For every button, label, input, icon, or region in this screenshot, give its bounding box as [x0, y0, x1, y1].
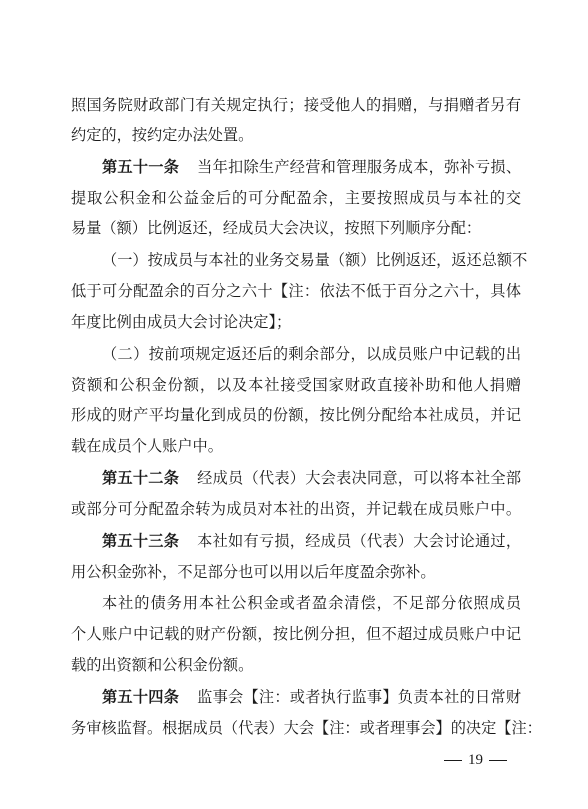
text-line: 提取公积金和公益金后的可分配盈余，主要按照成员与本社的交 — [71, 189, 521, 207]
text-line: 照国务院财政部门有关规定执行；接受他人的捐赠，与捐赠者另有 — [71, 96, 521, 114]
article-53-line — [102, 531, 521, 551]
page-footer — [438, 750, 513, 770]
dash-left — [444, 760, 462, 761]
text-line: 约定的，按约定办法处置。 — [71, 126, 254, 144]
text-line: 资额和公积金份额，以及本社接受国家财政直接补助和他人捐赠 — [71, 376, 521, 394]
article-54-line — [102, 687, 521, 707]
text-line: （一）按成员与本社的业务交易量（额）比例返还，返还总额不 — [102, 251, 528, 269]
article-51-heading: 第五十一条 — [102, 158, 180, 176]
text-line: （二）按前项规定返还后的剩余部分，以成员账户中记载的出 — [102, 345, 521, 363]
text-line: 形成的财产平均量化到成员的份额，按比例分配给本社成员，并记 — [71, 406, 521, 424]
text-span: 本社如有亏损，经成员（代表）大会讨论通过， — [197, 532, 522, 550]
text-line: 载的出资额和公积金份额。 — [71, 656, 254, 674]
text-line: 载在成员个人账户中。 — [71, 437, 223, 455]
article-53-heading: 第五十三条 — [102, 532, 180, 550]
text-span: 监事会【注：或者执行监事】负责本社的日常财 — [197, 688, 522, 706]
text-line: 用公积金弥补，不足部分也可以用以后年度盈余弥补。 — [71, 563, 436, 581]
text-span: 经成员（代表）大会表决同意，可以将本社全部 — [197, 469, 522, 487]
article-52-heading: 第五十二条 — [102, 469, 180, 487]
page-number: 19 — [468, 752, 483, 768]
article-51-line — [102, 157, 521, 177]
text-line: 务审核监督。根据成员（代表）大会【注：或者理事会】的决定【注： — [71, 719, 542, 737]
text-line: 本社的债务用本社公积金或者盈余清偿，不足部分依照成员 — [102, 594, 521, 612]
dash-right — [489, 760, 507, 761]
text-line: 易量（额）比例返还，经成员大会决议，按照下列顺序分配： — [71, 219, 482, 237]
text-line: 低于可分配盈余的百分之六十【注：依法不低于百分之六十，具体 — [71, 282, 521, 300]
text-span: 当年扣除生产经营和管理服务成本，弥补亏损、 — [197, 158, 522, 176]
text-line: 个人账户中记载的财产份额，按比例分担，但不超过成员账户中记 — [71, 625, 521, 643]
article-52-line — [102, 468, 521, 488]
article-54-heading: 第五十四条 — [102, 688, 180, 706]
text-line: 或部分可分配盈余转为成员对本社的出资，并记载在成员账户中。 — [71, 500, 521, 518]
text-line: 年度比例由成员大会讨论决定】； — [71, 313, 292, 331]
